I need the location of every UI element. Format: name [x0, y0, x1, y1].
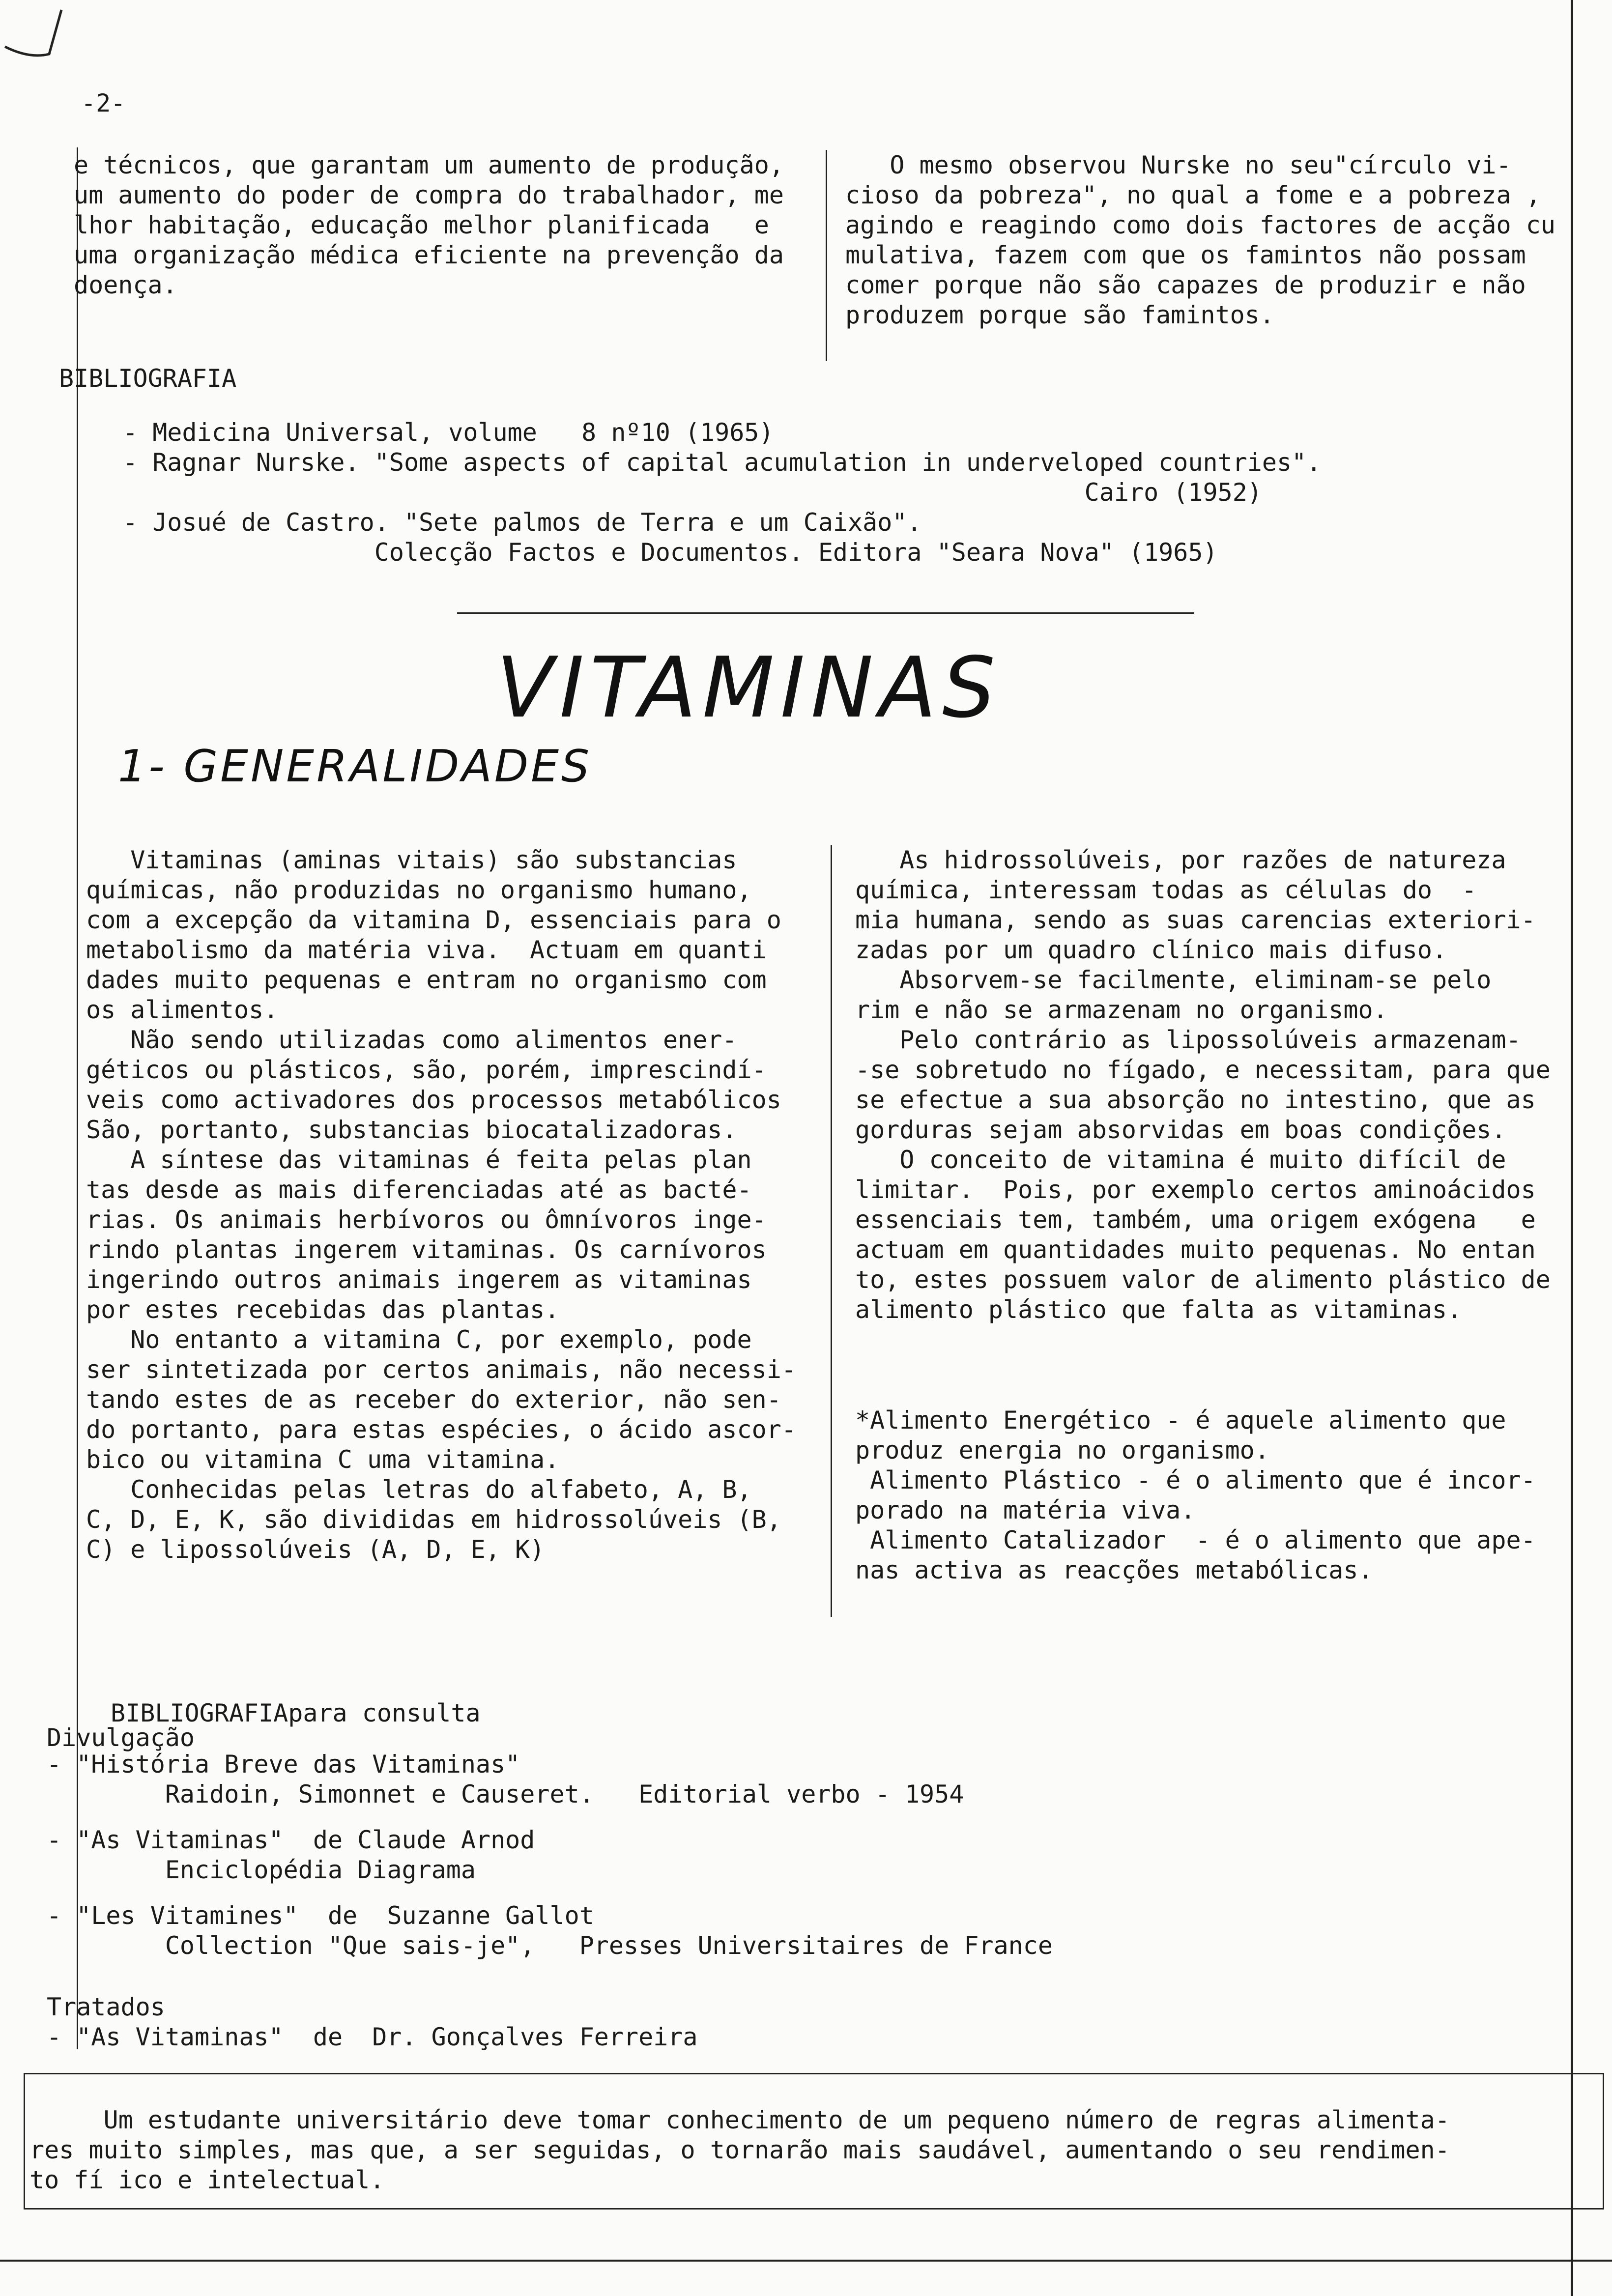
text-line: géticos ou plásticos, são, porém, imprescindí- — [86, 1056, 767, 1084]
consulta-list — [47, 1750, 1053, 1961]
text-line: rindo plantas ingerem vitaminas. Os carnívoros — [86, 1235, 767, 1264]
text-line: to, estes possuem valor de alimento plástico de — [855, 1265, 1551, 1294]
text-line: gorduras sejam absorvidas em boas condições. — [855, 1116, 1506, 1144]
definitions-footnotes — [855, 1406, 1536, 1585]
text-line: Vitaminas (aminas vitais) são substancias — [86, 846, 737, 874]
consulta-entry: Raidoin, Simonnet e Causeret. Editorial verbo - 1954 — [47, 1780, 964, 1808]
text-line: mulativa, fazem com que os famintos não possam — [845, 241, 1526, 269]
page-title: VITAMINAS — [496, 639, 1002, 737]
text-line: se efectue a sua absorção no intestino, que as — [855, 1086, 1536, 1114]
bibliography-entry: - Ragnar Nurske. "Some aspects of capital acumulation in underveloped countries". — [123, 448, 1322, 477]
text-line: O conceito de vitamina é muito difícil de — [855, 1146, 1506, 1174]
text-line: alimento plástico que falta as vitaminas. — [855, 1295, 1462, 1324]
bottom-rule — [0, 2260, 1612, 2262]
bibliography-entry: Cairo (1952) — [123, 478, 1262, 507]
text-line: actuam em quantidades muito pequenas. No entan — [855, 1235, 1536, 1264]
footnote-line: produz energia no organismo. — [855, 1436, 1269, 1464]
text-line: químicas, não produzidas no organismo humano, — [86, 876, 752, 904]
footnote-line: Alimento Catalizador - é o alimento que ape- — [855, 1526, 1536, 1554]
text-line: zadas por um quadro clínico mais difuso. — [855, 936, 1447, 964]
text-line: tando estes de as receber do exterior, não sen- — [86, 1385, 781, 1414]
text-line: Conhecidas pelas letras do alfabeto, A, B, — [86, 1475, 752, 1504]
consulta-entry: - "As Vitaminas" de Claude Arnod — [47, 1826, 535, 1854]
text-line: um aumento do poder de compra do trabalhador, me — [74, 181, 784, 209]
text-line: veis como activadores dos processos metabólicos — [86, 1086, 781, 1114]
text-line: produzem porque são famintos. — [845, 301, 1274, 329]
text-line: os alimentos. — [86, 996, 279, 1024]
intro-right-column — [845, 150, 1555, 330]
text-line: química, interessam todas as células do - — [855, 876, 1477, 904]
consulta-entry: - "Les Vitamines" de Suzanne Gallot — [47, 1901, 594, 1930]
page-number: -2- — [81, 89, 126, 117]
consulta-entry: Enciclopédia Diagrama — [47, 1856, 476, 1884]
consulta-entry: - "História Breve das Vitaminas" — [47, 1750, 520, 1779]
tratados-list — [47, 2022, 698, 2052]
note-line: Um estudante universitário deve tomar conhecimento de um pequeno número de regras alimenta- — [29, 2106, 1450, 2134]
section-heading: 1- GENERALIDADES — [118, 741, 592, 792]
text-line: C, D, E, K, são divididas em hidrossolúveis (B, — [86, 1505, 781, 1534]
text-line: A síntese das vitaminas é feita pelas plan — [86, 1146, 752, 1174]
text-line: tas desde as mais diferenciadas até as bacté- — [86, 1176, 752, 1204]
bibliography-list — [123, 418, 1321, 568]
text-line: agindo e reagindo como dois factores de acção cu — [845, 211, 1555, 239]
text-line: rias. Os animais herbívoros ou ômnívoros inge- — [86, 1205, 767, 1234]
intro-column-divider — [826, 150, 827, 361]
consulta-heading: BIBLIOGRAFIApara consulta — [111, 1699, 481, 1727]
note-line: res muito simples, mas que, a ser seguidas, o tornarão mais saudável, aumentando o seu rendimen- — [29, 2136, 1450, 2164]
text-line: uma organização médica eficiente na prevenção da — [74, 241, 784, 269]
bibliography-entry: Colecção Factos e Documentos. Editora "Seara Nova" (1965) — [123, 538, 1218, 567]
footnote-line: nas activa as reacções metabólicas. — [855, 1556, 1373, 1584]
text-line: doença. — [74, 271, 177, 299]
text-line: As hidrossolúveis, por razões de natureza — [855, 846, 1506, 874]
text-line: essenciais tem, também, uma origem exógena e — [855, 1205, 1536, 1234]
tratados-label: Tratados — [47, 1993, 165, 2021]
right-margin-line — [1571, 0, 1573, 2296]
text-line: do portanto, para estas espécies, o ácido ascor- — [86, 1415, 796, 1444]
footnote-line: *Alimento Energético - é aquele alimento que — [855, 1406, 1506, 1435]
footnote-line: porado na matéria viva. — [855, 1496, 1196, 1524]
text-line: lhor habitação, educação melhor planificada e — [74, 211, 769, 239]
text-line: e técnicos, que garantam um aumento de produção, — [74, 151, 784, 179]
generalidades-column-divider — [831, 845, 832, 1617]
corner-pen-mark — [0, 0, 69, 64]
text-line: Não sendo utilizadas como alimentos ener- — [86, 1026, 737, 1054]
text-line: por estes recebidas das plantas. — [86, 1295, 560, 1324]
boxed-note-text — [29, 2105, 1450, 2195]
text-line: rim e não se armazenam no organismo. — [855, 996, 1388, 1024]
footnote-line: Alimento Plástico - é o alimento que é incor- — [855, 1466, 1536, 1494]
text-line: São, portanto, substancias biocatalizadoras. — [86, 1116, 737, 1144]
text-line: ingerindo outros animais ingerem as vitaminas — [86, 1265, 752, 1294]
intro-left-column — [74, 150, 784, 300]
text-line: bico ou vitamina C uma vitamina. — [86, 1445, 560, 1474]
bibliography-heading: BIBLIOGRAFIA — [59, 364, 237, 393]
divulgacao-label: Divulgação — [47, 1723, 195, 1752]
text-line: dades muito pequenas e entram no organismo com — [86, 966, 767, 994]
consulta-entry: Collection "Que sais-je", Presses Universitaires de France — [47, 1931, 1053, 1960]
text-line: -se sobretudo no fígado, e necessitam, para que — [855, 1056, 1551, 1084]
text-line: com a excepção da vitamina D, essenciais para o — [86, 906, 781, 934]
text-line: limitar. Pois, por exemplo certos aminoácidos — [855, 1176, 1536, 1204]
text-line: cioso da pobreza", no qual a fome e a pobreza , — [845, 181, 1541, 209]
note-line: to fí ico e intelectual. — [29, 2166, 385, 2194]
text-line: C) e lipossolúveis (A, D, E, K) — [86, 1535, 545, 1564]
section-separator — [457, 612, 1194, 614]
text-line: metabolismo da matéria viva. Actuam em quanti — [86, 936, 767, 964]
text-line: mia humana, sendo as suas carencias exteriori- — [855, 906, 1536, 934]
bibliography-entry: - Josué de Castro. "Sete palmos de Terra e um Caixão". — [123, 508, 922, 537]
generalidades-left-column — [86, 845, 796, 1565]
text-line: ser sintetizada por certos animais, não necessi- — [86, 1355, 796, 1384]
text-line: No entanto a vitamina C, por exemplo, pode — [86, 1325, 752, 1354]
text-line: comer porque não são capazes de produzir e não — [845, 271, 1526, 299]
text-line: Absorvem-se facilmente, eliminam-se pelo — [855, 966, 1492, 994]
bibliography-entry: - Medicina Universal, volume 8 nº10 (1965) — [123, 418, 774, 447]
text-line: O mesmo observou Nurske no seu"círculo vi- — [845, 151, 1511, 179]
tratados-entry: - "As Vitaminas" de Dr. Gonçalves Ferreira — [47, 2023, 698, 2051]
generalidades-right-column — [855, 845, 1551, 1325]
text-line: Pelo contrário as lipossolúveis armazenam- — [855, 1026, 1521, 1054]
